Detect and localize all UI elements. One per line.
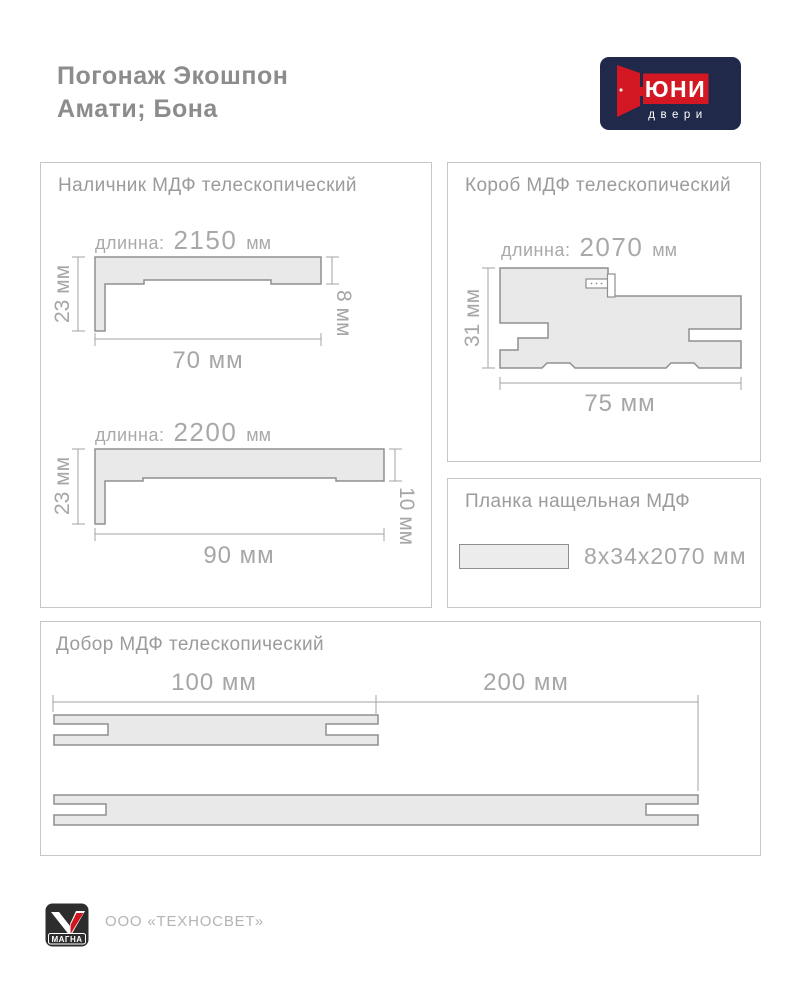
length-label: длинна: [95,425,165,445]
uni-logo-graphic [600,57,741,130]
dim-label-height: 23 мм [51,456,74,516]
dim-label-width: 75 мм [584,390,656,417]
dobor-drawing [41,622,760,855]
panel-planka-title: Планка нащельная МДФ [465,491,691,512]
length-label: длинна: [501,240,571,260]
length-value: 2070 [579,232,644,262]
company-name: ООО «ТЕХНОСВЕТ» [105,913,264,930]
dim-label-thickness: 10 мм [395,487,418,546]
nalichnik-90-profile-shape [95,449,384,524]
dim-label-height: 31 мм [461,288,484,348]
panel-korob [447,162,761,462]
length-value: 2150 [173,225,238,255]
length-unit: мм [246,233,272,253]
dim-label-thickness: 8 мм [332,290,355,337]
length-value: 2200 [173,417,238,447]
seal-bar-shape [608,274,616,297]
page-title-line2: Амати; Бона [57,95,218,123]
nalichnik-drawing [41,163,433,607]
panel-nalichnik [40,162,432,608]
seal-dot [596,283,598,285]
magna-logo [45,903,89,947]
dim-label-width: 70 мм [172,347,244,374]
magna-logo-graphic [45,903,89,947]
korob-profile-shape [500,268,741,368]
page-title [57,60,288,126]
planka-profile-shape [459,544,569,569]
nalichnik-70-profile-shape [95,257,321,331]
dobor-100-profile-shape [54,715,378,745]
length-label: длинна: [95,233,165,253]
seal-dot [601,283,603,285]
dim-label-100: 100 мм [171,669,257,696]
dim-label-width: 90 мм [203,542,275,569]
door-handle-dot [619,88,622,91]
page-title-line1: Погонаж Экошпон [57,62,289,90]
magna-logo-text: МАГНА [51,935,83,944]
panel-planka [447,478,761,608]
panel-dobor [40,621,761,856]
seal-dot [591,283,593,285]
dim-label-200: 200 мм [483,669,569,696]
dim-label-height: 23 мм [51,264,74,324]
length-unit: мм [652,240,678,260]
korob-drawing [448,163,762,461]
length-unit: мм [246,425,272,445]
panel-korob-title: Короб МДФ телескопический [465,175,732,196]
brand-text: ЮНИ [644,76,707,102]
panel-nalichnik-title: Наличник МДФ телескопический [58,175,357,196]
brand-subtitle-text: двери [648,109,708,121]
panel-dobor-title: Добор МДФ телескопический [56,634,325,655]
planka-size-label: 8x34x2070 мм [584,543,747,569]
uni-dveri-logo [600,57,741,130]
dobor-200-profile-shape [54,795,698,825]
